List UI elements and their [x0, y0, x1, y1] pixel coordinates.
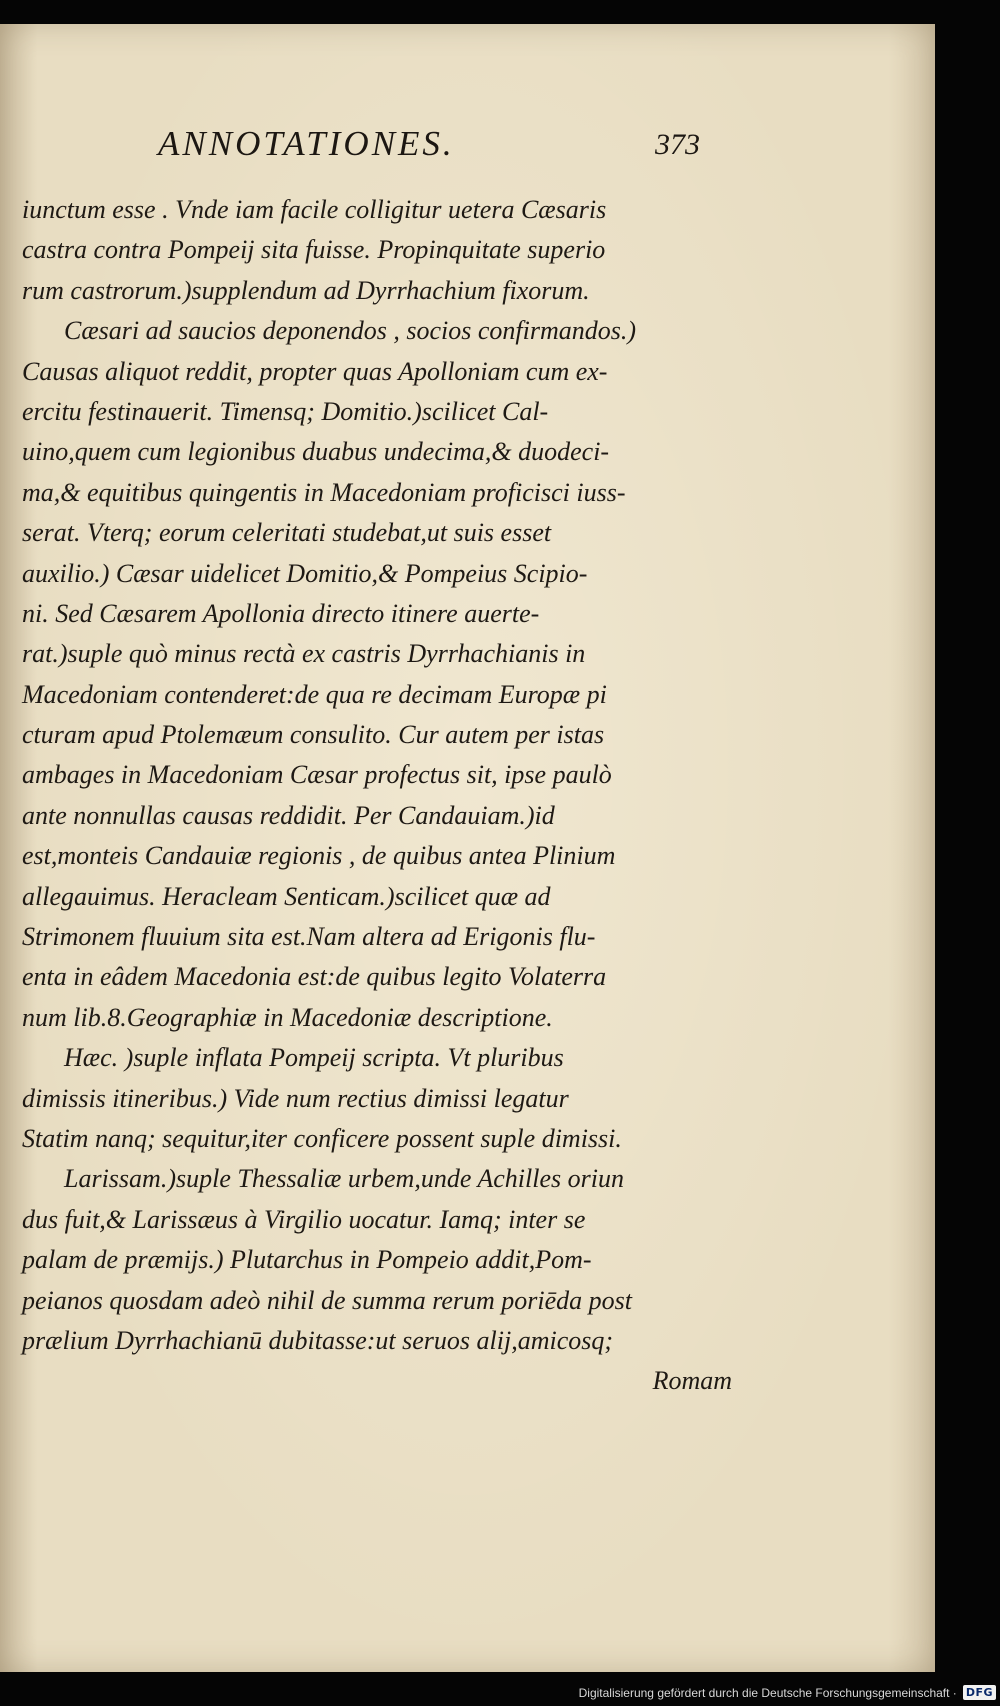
text-line: uino,quem cum legionibus duabus undecima,& duodeci-	[22, 437, 610, 467]
dfg-logo-icon: DFG	[963, 1685, 996, 1700]
book-page	[0, 24, 935, 1672]
text-line: ambages in Macedoniam Cæsar profectus sit, ipse paulò	[22, 760, 612, 790]
text-line: palam de præmijs.) Plutarchus in Pompeio addit,Pom-	[22, 1245, 592, 1275]
text-line: Statim nanq; sequitur,iter conficere possent suple dimissi.	[22, 1123, 622, 1153]
text-line: dimissis itineribus.) Vide num rectius dimissi legatur	[22, 1083, 569, 1113]
text-line: ma,& equitibus quingentis in Macedoniam proficisci iuss-	[22, 477, 626, 507]
text-line: Macedoniam contenderet:de qua re decimam Europæ pi	[22, 679, 607, 709]
text-line: num lib.8.Geographiæ in Macedoniæ descriptione.	[22, 1002, 553, 1032]
digitization-footer	[579, 1685, 996, 1700]
text-line: ni. Sed Cæsarem Apollonia directo itinere auerte-	[22, 598, 540, 628]
page-number: 373	[655, 128, 700, 161]
footer-credit: Digitalisierung gefördert durch die Deutsche Forschungsgemeinschaft ·	[578, 1685, 957, 1700]
text-line: rat.)suple quò minus rectà ex castris Dyrrhachianis in	[22, 639, 586, 669]
text-line: iunctum esse . Vnde iam facile colligitur uetera Cæsaris	[22, 195, 607, 224]
text-line: rum castrorum.)supplendum ad Dyrrhachium fixorum.	[22, 275, 590, 305]
text-line: enta in eâdem Macedonia est:de quibus legito Volaterra	[22, 962, 607, 992]
text-line: Romam	[652, 1366, 732, 1396]
text-line: serat. Vterq; eorum celeritati studebat,ut suis esset	[22, 518, 552, 548]
body-text	[22, 190, 742, 1402]
text-line: peianos quosdam adeò nihil de summa rerum poriēda post	[22, 1285, 633, 1315]
text-line: ante nonnullas causas reddidit. Per Candauiam.)id	[22, 800, 555, 830]
text-line: dus fuit,& Larissæus à Virgilio uocatur. Iamq; inter se	[22, 1204, 586, 1234]
text-line: Larissam.)suple Thessaliæ urbem,unde Achilles oriun	[64, 1164, 624, 1194]
running-head: ANNOTATIONES.	[158, 124, 455, 163]
text-line: Causas aliquot reddit, propter quas Apolloniam cum ex-	[22, 356, 608, 386]
text-line: prælium Dyrrhachianū dubitasse:ut seruos alij,amicosq;	[22, 1325, 614, 1355]
text-line: est,monteis Candauiæ regionis , de quibus antea Plinium	[22, 841, 616, 871]
text-line: Strimonem fluuium sita est.Nam altera ad Erigonis flu-	[22, 922, 596, 952]
text-line: castra contra Pompeij sita fuisse. Propinquitate superio	[22, 235, 606, 265]
text-line: auxilio.) Cæsar uidelicet Domitio,& Pompeius Scipio-	[22, 558, 588, 588]
text-line: ercitu festinauerit. Timensq; Domitio.)scilicet Cal-	[22, 396, 549, 426]
text-line: cturam apud Ptolemæum consulito. Cur autem per istas	[22, 720, 605, 750]
text-line: allegauimus. Heracleam Senticam.)scilicet quæ ad	[22, 881, 551, 911]
text-line: Hæc. )suple inflata Pompeij scripta. Vt pluribus	[64, 1043, 564, 1073]
text-line: Cæsari ad saucios deponendos , socios confirmandos.)	[64, 316, 636, 346]
